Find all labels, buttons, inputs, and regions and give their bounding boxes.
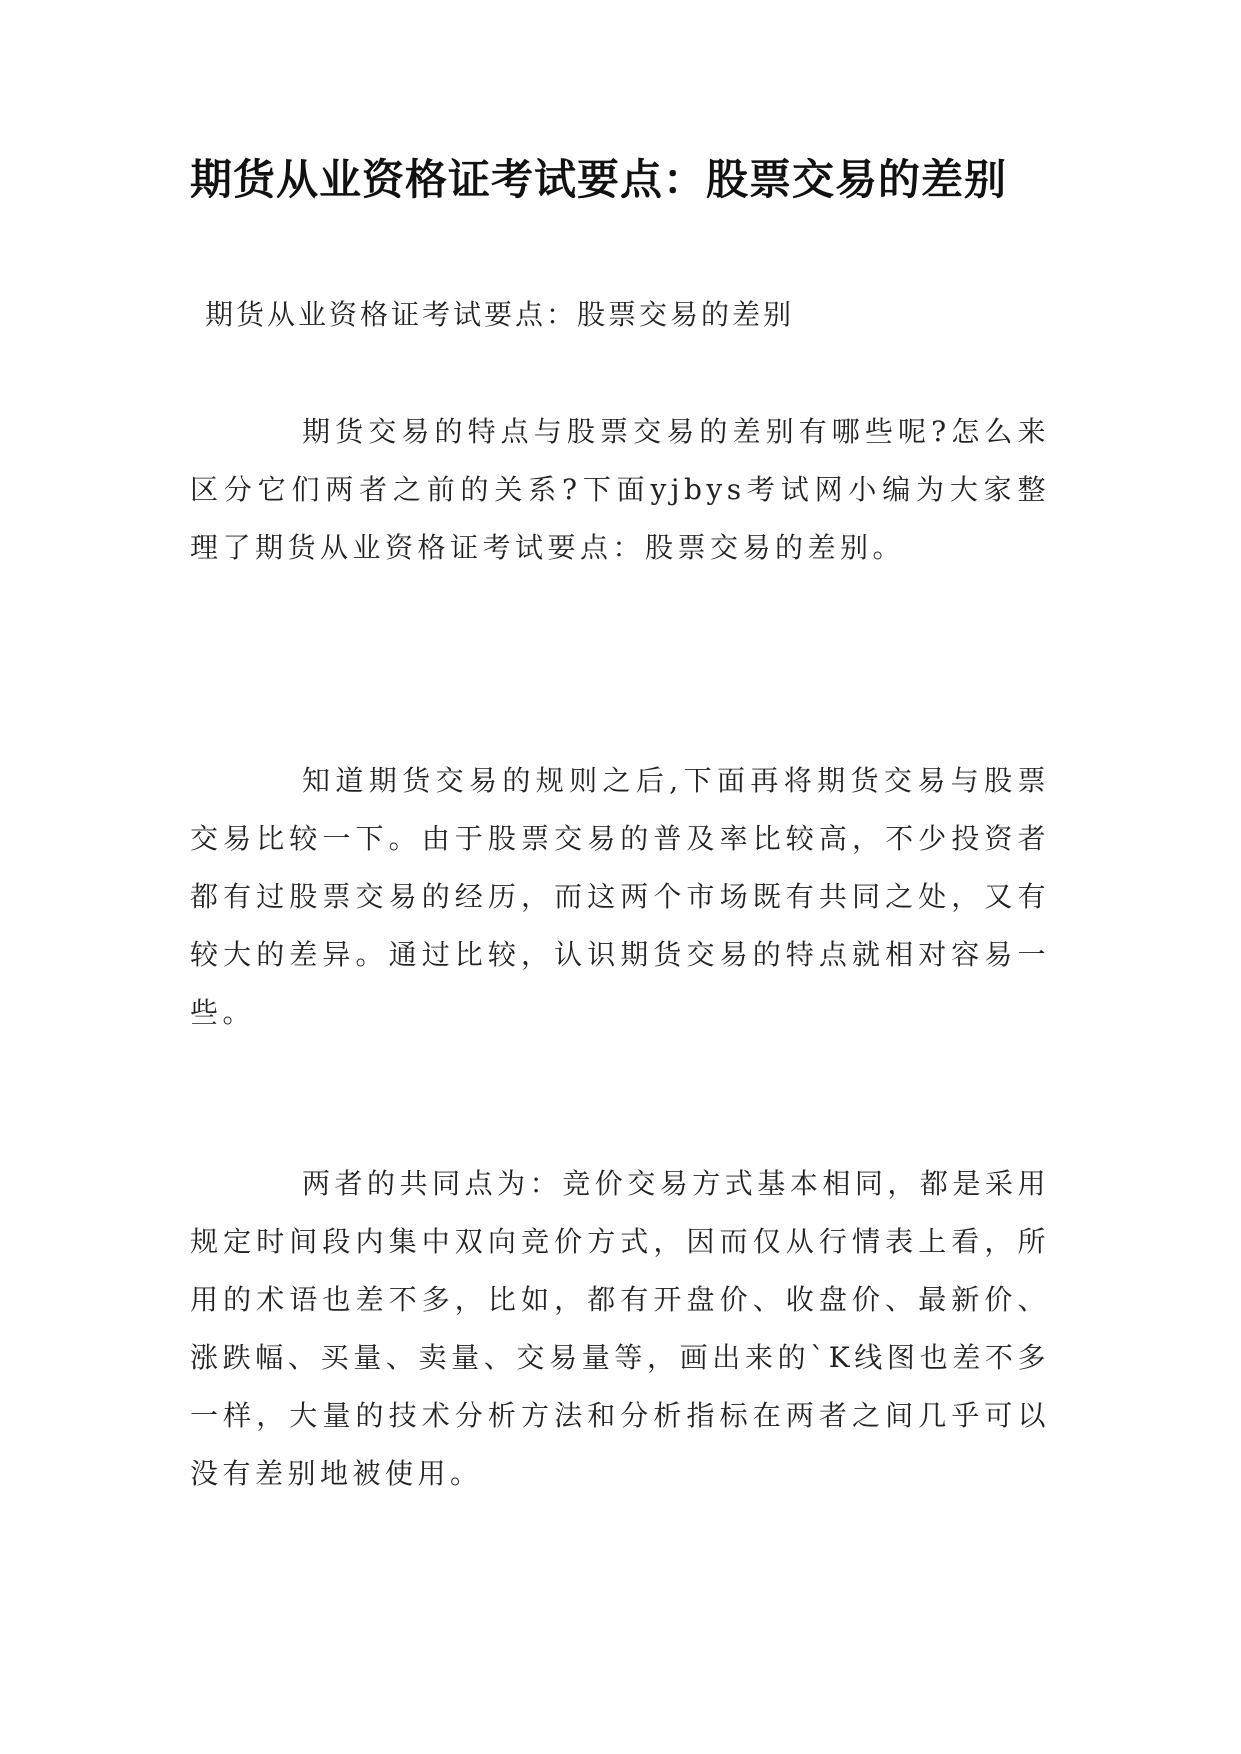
document-title: 期货从业资格证考试要点：股票交易的差别 [190, 155, 1008, 204]
paragraph-intro: 期货交易的特点与股票交易的差别有哪些呢?怎么来区分它们两者之前的关系?下面yjbys考试网小编为大家整理了期货从业资格证考试要点：股票交易的差别。 [190, 415, 1050, 564]
paragraph-similarities: 两者的共同点为：竞价交易方式基本相同，都是采用规定时间段内集中双向竞价方式，因而仅从行情表上看，所用的术语也差不多，比如，都有开盘价、收盘价、最新价、涨跌幅、买量、卖量、交易量等，画出来的`K线图也差不多一样，大量的技术分析方法和分析指标在两者之间几乎可以没有差别地被使用。 [190, 1167, 1050, 1490]
document-subtitle: 期货从业资格证考试要点：股票交易的差别 [205, 298, 795, 331]
paragraph-comparison: 知道期货交易的规则之后,下面再将期货交易与股票交易比较一下。由于股票交易的普及率比较高，不少投资者都有过股票交易的经历，而这两个市场既有共同之处，又有较大的差异。通过比较，认识期货交易的特点就相对容易一些。 [190, 764, 1050, 1029]
